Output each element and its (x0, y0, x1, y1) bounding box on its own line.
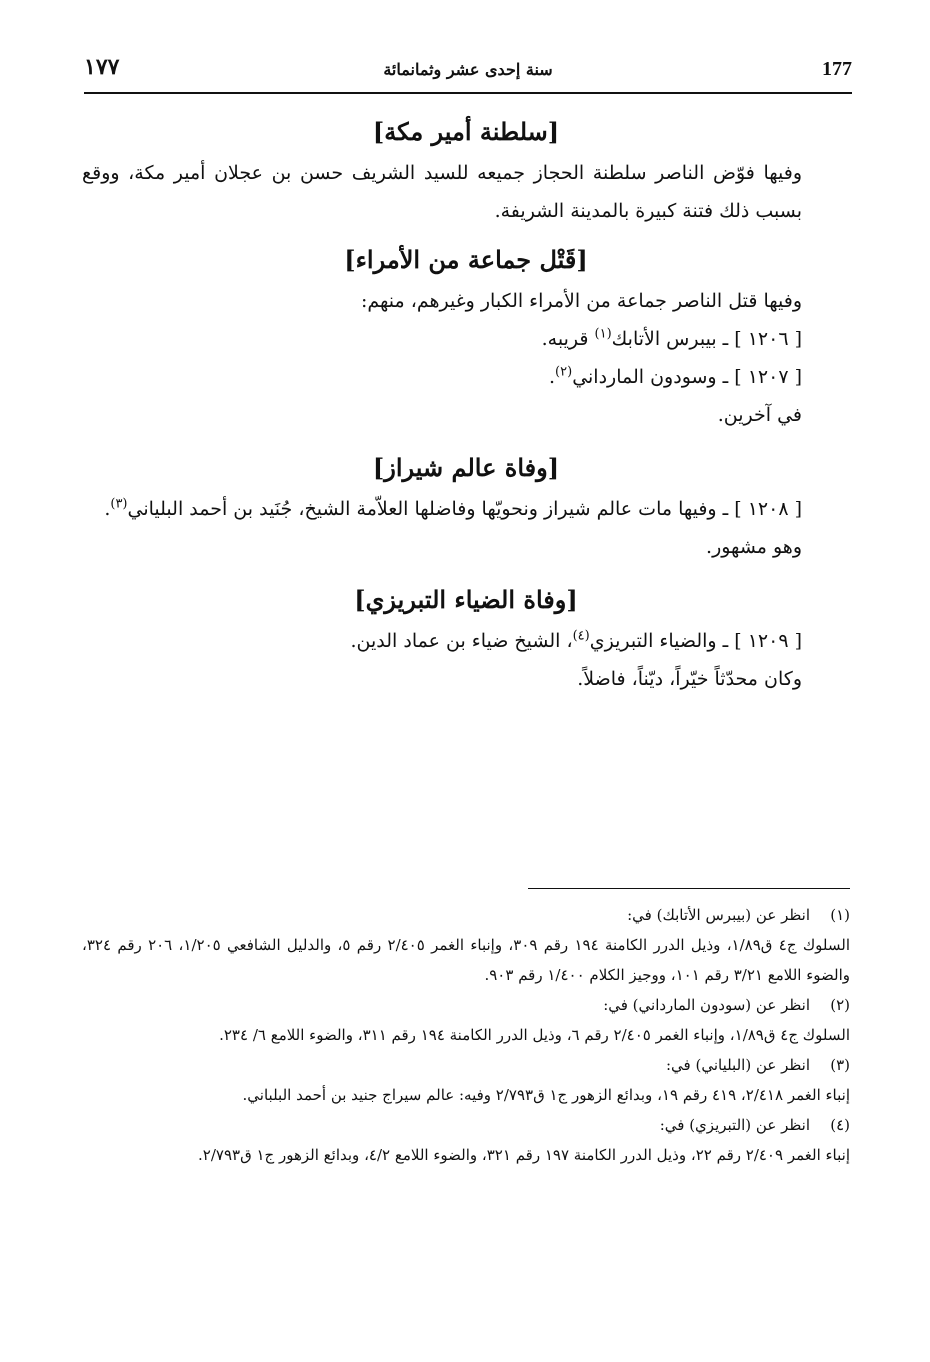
footnote-ref: (٣) (110, 496, 128, 512)
footnote-1 (82, 900, 850, 990)
entry-text-after: . (104, 498, 111, 520)
running-title: سنة إحدى عشر وثمانمائة (383, 60, 553, 79)
footnote-body: السلوك ج٤ ق١/٨٩، وذيل الدرر الكامنة ١٩٤ رقم ٣٠٩، وإنباء الغمر ٢/٤٠٥ رقم ٥، والدليل الشافعي ١/٢٠٥، ٢٠٦ رقم ٣٢٤، والضوء اللامع ٣/٢١ رقم ١٠١، ووجيز الكلام ١/٤٠٠ رقم ٩٠٣. (82, 936, 851, 984)
footnote-title: انظر عن (التبريزي) في: (659, 1116, 810, 1134)
paragraph-shiraz-outro: وهو مشهور. (706, 536, 802, 558)
entry-text: ـ وفيها مات عالم شيراز ونحويّها وفاضلها العلاّمة الشيخ، جُنَيد بن أحمد البلياني (127, 498, 729, 520)
entry-number: [ ١٢٠٧ ] (734, 366, 802, 388)
paragraph-mecca: وفيها فوّض الناصر سلطنة الحجاز جميعه للسيد الشريف حسن بن عجلان أمير مكة، ووقع بسبب ذلك فتنة كبيرة بالمدينة الشريفة. (82, 162, 802, 222)
footnote-body: إنباء الغمر ٢/٤١٨، ٤١٩ رقم ١٩، وبدائع الزهور ج١ ق٢/٧٩٣ وفيه: عالم سيراج جنيد بن أحمد البلباني. (242, 1086, 850, 1104)
entry-1208 (82, 490, 850, 528)
footnote-mark: (٢) (830, 996, 850, 1014)
entry-1207 (82, 358, 850, 396)
footnote-body: السلوك ج٤ ق١/٨٩، وإنباء الغمر ٢/٤٠٥ رقم ٦، وذيل الدرر الكامنة ١٩٤ رقم ٣١١، والضوء اللامع ٦/ ٢٣٤. (219, 1026, 850, 1044)
footnote-mark: (٤) (830, 1116, 850, 1134)
footnote-title: انظر عن (البلياني) في: (665, 1056, 810, 1074)
entry-text-after: قريبه. (541, 328, 595, 350)
footnote-2 (82, 990, 850, 1050)
entry-number: [ ١٢٠٨ ] (734, 498, 802, 520)
footnote-3 (82, 1050, 850, 1110)
paragraph-emirs-intro: وفيها قتل الناصر جماعة من الأمراء الكبار وغيرهم، منهم: (360, 290, 802, 312)
footnote-mark: (١) (830, 906, 850, 924)
page-header (84, 52, 852, 92)
paragraph-emirs-outro: في آخرين. (717, 404, 802, 426)
entry-text-after: . (549, 366, 556, 388)
footnote-ref: (٢) (555, 364, 573, 380)
entry-text: ـ بيبرس الأتابك (611, 328, 729, 350)
entry-text-after: ، الشيخ ضياء بن عماد الدين. (350, 630, 573, 652)
entry-number: [ ١٢٠٦ ] (734, 328, 802, 350)
page-number-latin: 177 (822, 58, 852, 80)
section-heading-tabrizi: [وفاة الضياء التبريزي] (354, 585, 578, 614)
entry-text: ـ والضياء التبريزي (589, 630, 729, 652)
entry-number: [ ١٢٠٩ ] (734, 630, 802, 652)
footnote-4 (82, 1110, 850, 1170)
main-text (82, 110, 850, 698)
section-heading-mecca: [سلطنة أمير مكة] (372, 117, 560, 146)
footnote-rule (528, 888, 850, 889)
footnote-ref: (٤) (572, 628, 590, 644)
header-rule (84, 92, 852, 94)
footnotes (82, 900, 850, 1170)
paragraph-tabrizi-outro: وكان محدّثاً خيّراً، ديّناً، فاضلاً. (577, 668, 802, 690)
entry-1209 (82, 622, 850, 660)
entry-1206 (82, 320, 850, 358)
page-number-arabic: ١٧٧ (84, 54, 120, 80)
footnote-title: انظر عن (بيبرس الأتابك) في: (627, 906, 810, 924)
footnote-title: انظر عن (سودون المارداني) في: (603, 996, 810, 1014)
footnote-ref: (١) (594, 326, 612, 342)
footnote-body: إنباء الغمر ٢/٤٠٩ رقم ٢٢، وذيل الدرر الكامنة ١٩٧ رقم ٣٢١، والضوء اللامع ٤/٢، وبدائع الزهور ج١ ق٢/٧٩٣. (198, 1146, 850, 1164)
footnote-mark: (٣) (830, 1056, 850, 1074)
section-heading-emirs: [قَتْل جماعة من الأمراء] (344, 245, 588, 274)
section-heading-shiraz: [وفاة عالم شيراز] (372, 453, 560, 482)
entry-text: ـ وسودون المارداني (572, 366, 729, 388)
